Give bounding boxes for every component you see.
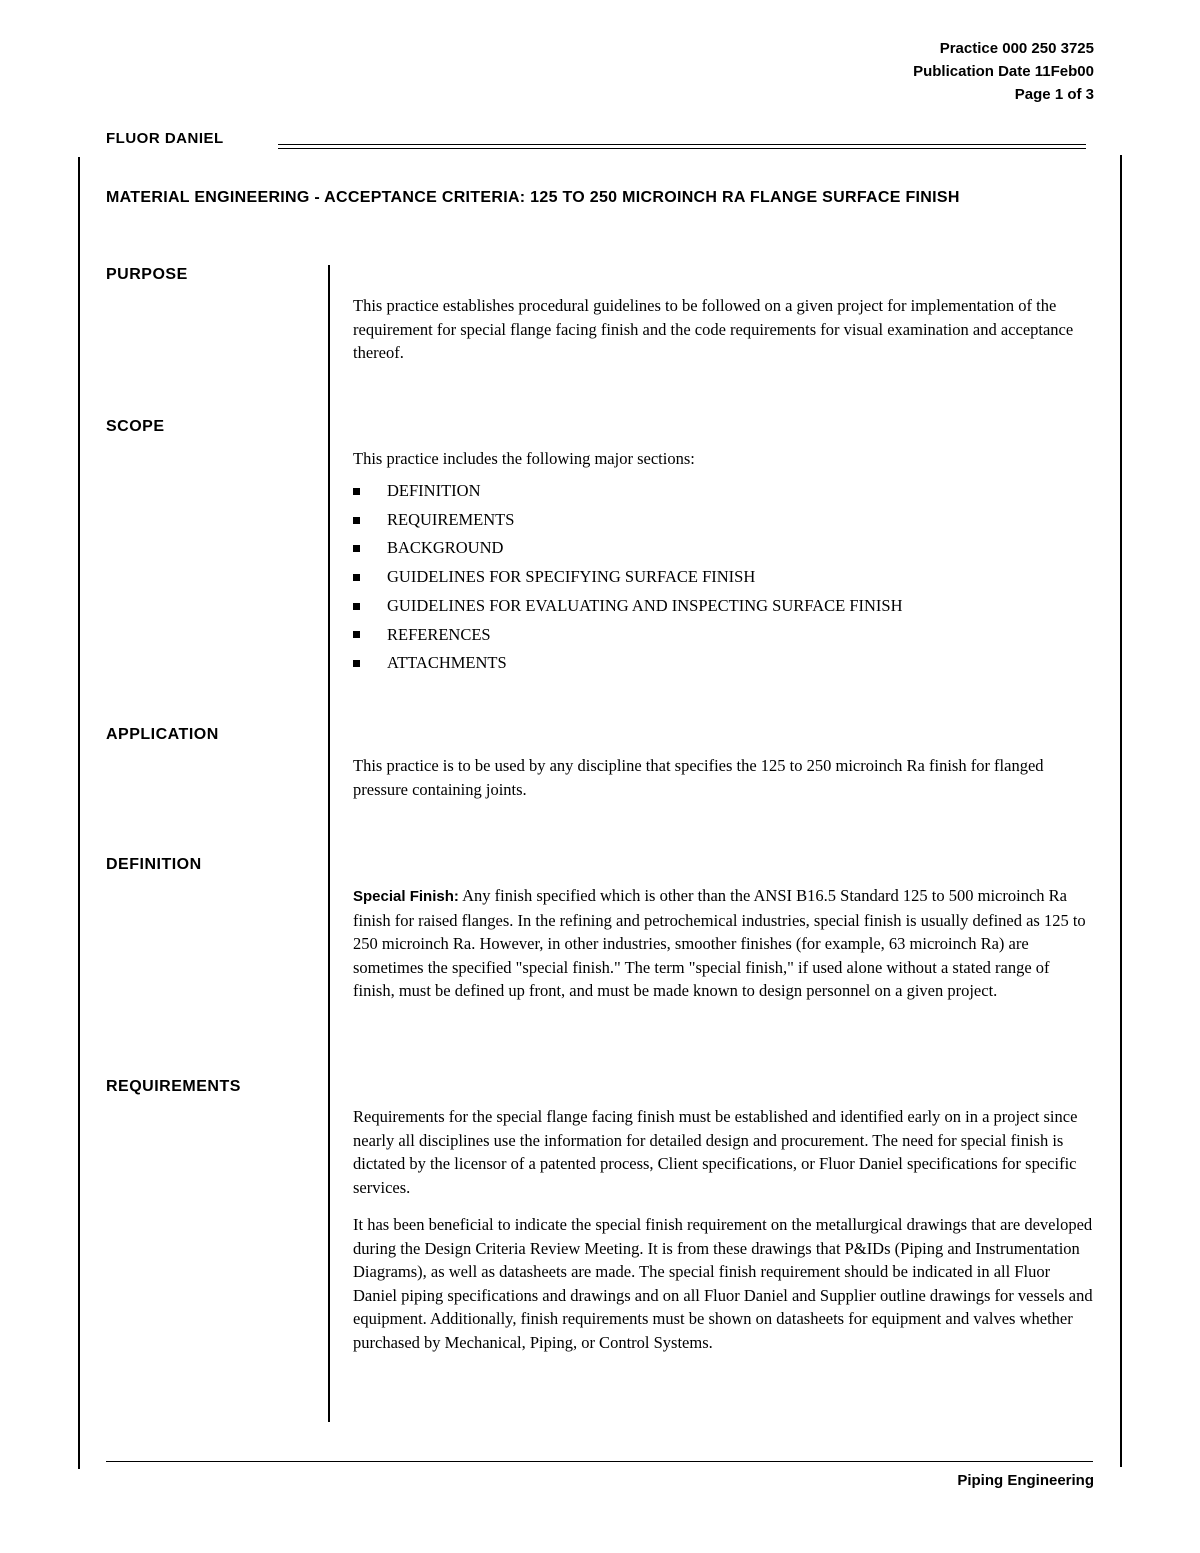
left-margin-bar: [78, 157, 80, 1469]
definition-term: Special Finish:: [353, 888, 459, 905]
footer-department: Piping Engineering: [957, 1472, 1094, 1489]
section-heading-definition: DEFINITION: [106, 856, 202, 873]
bullet-square-icon: [353, 631, 360, 638]
footer-rule: [106, 1461, 1093, 1462]
column-divider: [328, 265, 330, 1422]
list-item: REQUIREMENTS: [353, 506, 903, 535]
header-double-rule: [278, 144, 1086, 149]
list-item: DEFINITION: [353, 477, 903, 506]
bullet-square-icon: [353, 488, 360, 495]
bullet-square-icon: [353, 660, 360, 667]
section-heading-application: APPLICATION: [106, 726, 219, 743]
practice-number: Practice 000 250 3725: [939, 40, 1094, 57]
document-header: [913, 37, 1094, 106]
requirements-paragraph-1: Requirements for the special flange facing finish must be established and identified early on in a project since nearly all disciplines use the information for detailed design and procurement. The need for special finish is dictated by the licensor of a patented process, Client specifications, or Fluor Daniel specifications for specific services.: [353, 1107, 1078, 1197]
requirements-paragraph-2: It has been beneficial to indicate the special finish requirement on the metallurgical drawings that are developed during the Design Criteria Review Meeting. It is from these drawings that P&IDs (Piping and Instrumentation Diagrams), as well as datasheets are made. The special finish requirement should be indicated in all Fluor Daniel piping specifications and drawings and on all Fluor Daniel and Supplier outline drawings for vessels and equipment. Additionally, finish requirements must be shown on datasheets for equipment and valves whether purchased by Mechanical, Piping, or Control Systems.: [353, 1215, 1093, 1352]
section-heading-scope: SCOPE: [106, 418, 165, 435]
scope-intro: This practice includes the following major sections:: [353, 449, 695, 468]
list-item: GUIDELINES FOR SPECIFYING SURFACE FINISH: [353, 563, 903, 592]
list-item: REFERENCES: [353, 621, 903, 650]
bullet-square-icon: [353, 574, 360, 581]
application-text: This practice is to be used by any discipline that specifies the 125 to 250 microinch Ra finish for flanged pressure containing joints.: [353, 756, 1044, 799]
page-number: Page 1 of 3: [1014, 86, 1094, 103]
list-item: ATTACHMENTS: [353, 649, 903, 678]
right-margin-bar: [1120, 155, 1122, 1467]
bullet-square-icon: [353, 545, 360, 552]
list-item: BACKGROUND: [353, 534, 903, 563]
scope-list: [353, 477, 903, 678]
bullet-square-icon: [353, 517, 360, 524]
definition-text: [353, 884, 1093, 1003]
definition-body: Any finish specified which is other than the ANSI B16.5 Standard 125 to 500 microinch Ra finish for raised flanges. In the refining and petrochemical industries, special finish is usually defined as 125 to 250 microinch Ra. However, in other industries, smoother finishes (for example, 63 microinch Ra) are sometimes the specified "special finish." The term "special finish," if used alone without a stated range of finish, must be defined up front, and must be made known to design personnel on a given project.: [353, 886, 1086, 1000]
section-heading-requirements: REQUIREMENTS: [106, 1078, 241, 1095]
company-name: FLUOR DANIEL: [106, 130, 224, 147]
document-title: MATERIAL ENGINEERING - ACCEPTANCE CRITERIA: 125 TO 250 MICROINCH RA FLANGE SURFACE FINISH: [106, 189, 960, 206]
section-heading-purpose: PURPOSE: [106, 266, 188, 283]
bullet-square-icon: [353, 603, 360, 610]
purpose-text: This practice establishes procedural guidelines to be followed on a given project for implementation of the requirement for special flange facing finish and the code requirements for visual examination and acceptance thereof.: [353, 296, 1074, 362]
publication-date: Publication Date 11Feb00: [913, 63, 1094, 80]
list-item: GUIDELINES FOR EVALUATING AND INSPECTING SURFACE FINISH: [353, 592, 903, 621]
